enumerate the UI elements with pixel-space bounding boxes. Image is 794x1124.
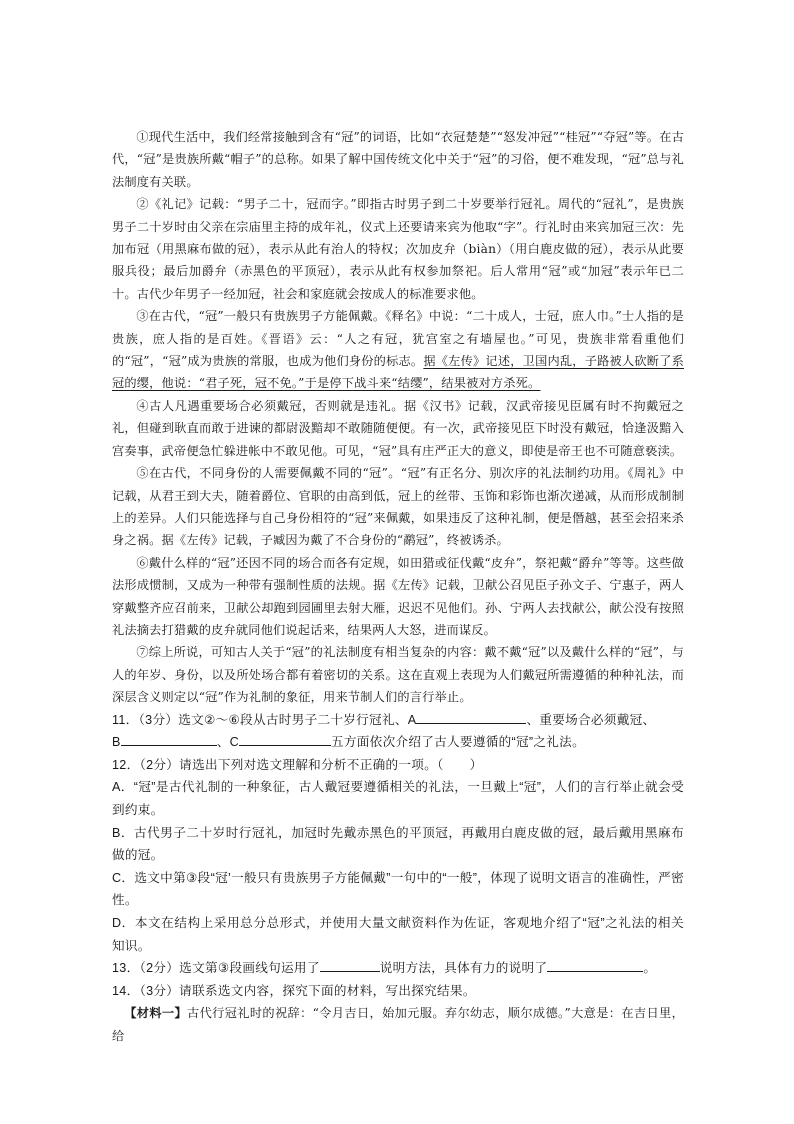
exam-content <box>112 126 684 1047</box>
q13-text-c: 。 <box>643 961 657 976</box>
passage-paragraph-7: ⑦综上所说，可知古人关于“冠”的礼法制度有相当复杂的内容：戴不戴“冠”以及戴什么样的“冠”，与人的年岁、身份，以及所处场合都有着密切的关系。这在直观上表现为人们戴冠所需遵循的种种礼法，而深层含义则定以“冠”作为礼制的象征，用来节制人们的言行举止。 <box>112 645 684 705</box>
passage-paragraph-3 <box>112 305 684 395</box>
blank-method[interactable] <box>320 957 380 972</box>
passage-paragraph-6: ⑥戴什么样的“冠”还因不同的场合而各有定规，如田猎或征伐戴“皮弁”，祭祀戴“爵弁”等等。这些做法形成惯制，又成为一种带有强制性质的法规。据《左传》记载，卫献公召见臣子孙文子、宁惠子，两人穿戴整齐应召前来，卫献公却跑到园圃里去射大雁，迟迟不见他们。孙、宁两人去找献公，献公没有按照礼法摘去打猎戴的皮弁就同他们说起话来，结果两人大怒，进而谋反。 <box>112 555 684 637</box>
blank-b[interactable] <box>121 731 217 746</box>
blank-c[interactable] <box>239 731 331 746</box>
q11-text-e: 五方面依次介绍了古人要遵循的“冠”之礼法。 <box>331 735 585 750</box>
question-12 <box>112 754 684 777</box>
q11-text-c: B <box>112 735 121 750</box>
option-d: D．本文在结构上采用总分总形式，并使用大量文献资料作为佐证，客观地介绍了“冠”之礼法的相关知识。 <box>112 915 684 953</box>
material-one <box>112 1002 684 1047</box>
question-11 <box>112 709 684 754</box>
material-label: 【材料一】 <box>124 1006 188 1021</box>
paragraph-3-text: ③在古代，“冠”一般只有贵族男子方能佩戴。《释名》中说：“二十成人，士冠，庶人巾。”士人指的是贵族，庶人指的是百姓。《晋语》云：“人之有冠，犹宫室之有墙屋也。”可见，贵族非常看重他们的“冠”，“冠”成为贵族的常服，也成为他们身份的标志。 <box>112 309 684 369</box>
passage-paragraph-2: ②《礼记》记载：“男子二十，冠而字。”即指古时男子到二十岁要举行冠礼。周代的“冠礼”，是贵族男子二十岁时由父亲在宗庙里主持的成年礼，仪式上还要请来宾为他取“字”。行礼时由来宾加冠三次：先加布冠（用黑麻布做的冠），表示从此有治人的特权；次加皮弁（biàn）（用白鹿皮做的冠），表示从此要服兵役；最后加爵弁（赤黑色的平顶冠），表示从此有权参加祭祀。后人常用“冠”或“加冠”表示年已二十。古代少年男子一经加冠，社会和家庭就会按成人的标准要求他。 <box>112 197 684 301</box>
passage-paragraph-1: ①现代生活中，我们经常接触到含有“冠”的词语，比如“衣冠楚楚”“怒发冲冠”“桂冠”“夺冠”等。在古代，“冠”是贵族所戴“帽子”的总称。如果了解中国传统文化中关于“冠”的习俗，便不难发现，“冠”总与礼法制度有关联。 <box>112 130 684 189</box>
option-a: A．“冠”是古代礼制的一种象征，古人戴冠要遵循相关的礼法，一旦戴上“冠”，人们的言行举止就会受到约束。 <box>112 780 684 817</box>
q11-text-a: 11．（3分）选文②～⑥段从古时男子二十岁行冠礼、A <box>112 712 417 727</box>
q11-text-b: 、重要场合必须戴冠、 <box>526 712 656 727</box>
underlined-sentence: 据《左传》记述，卫国内乱，子路被人砍断了系冠的缨，他说：“君子死，冠不免。”于是停下战斗来“结缨”，结果被对方杀死。 <box>112 354 684 391</box>
blank-a[interactable] <box>416 709 526 724</box>
option-b: B．古代男子二十岁时行冠礼，加冠时先戴赤黑色的平顶冠，再戴用白鹿皮做的冠，最后戴用黑麻布做的冠。 <box>112 825 684 863</box>
q13-text-b: 说明方法，具体有力的说明了 <box>379 961 548 976</box>
material-text: 古代行冠礼时的祝辞：“令月吉日，始加元服。弃尔幼志，顺尔成德。”大意是：在吉日里，给 <box>112 1006 684 1043</box>
q13-text-a: 13．（2分）选文第③段画线句运用了 <box>112 961 320 976</box>
q11-text-d: 、C <box>216 735 239 750</box>
q12-stem-b: ） <box>469 757 483 772</box>
option-c: C．选文中第③段“冠’一般只有贵族男子方能佩戴”一句中的“一般”，体现了说明文语言的准确性，严密性。 <box>112 870 684 908</box>
blank-content[interactable] <box>547 957 643 972</box>
passage-paragraph-4: ④古人凡遇重要场合必须戴冠，否则就是违礼。据《汉书》记载，汉武帝接见臣属有时不拘戴冠之礼，但碰到耿直而敢于进谏的都尉汲黯却不敢随随便便。有一次，武帝接见臣下时没有戴冠，恰逢汲黯入宫奏事，武帝便急忙躲进帐中不敢见他。可见，“冠”具有庄严正大的意义，即使是帝王也不可随意亵渎。 <box>112 398 684 458</box>
question-14: 14．（3分）请联系选文内容，探究下面的材料，写出探究结果。 <box>112 983 476 998</box>
question-13 <box>112 957 684 980</box>
q12-stem-a: 12．（2分）请选出下列对选文理解和分析不正确的一项。（ <box>112 757 444 772</box>
passage-paragraph-5: ⑤在古代，不同身份的人需要佩戴不同的“冠”。“冠”有正名分、别次序的礼法制约功用。《周礼》中记载，从君王到大夫，随着爵位、官职的由高到低，冠上的丝带、玉饰和彩饰也渐次递减，从而形成制制上的差异。人们只能选择与自己身份相符的“冠”来佩戴，如果违反了这种礼制，便是僭越，甚至会招来杀身之祸。据《左传》记载，子臧因为戴了不合身份的“鹬冠”，终被诱杀。 <box>112 466 684 548</box>
